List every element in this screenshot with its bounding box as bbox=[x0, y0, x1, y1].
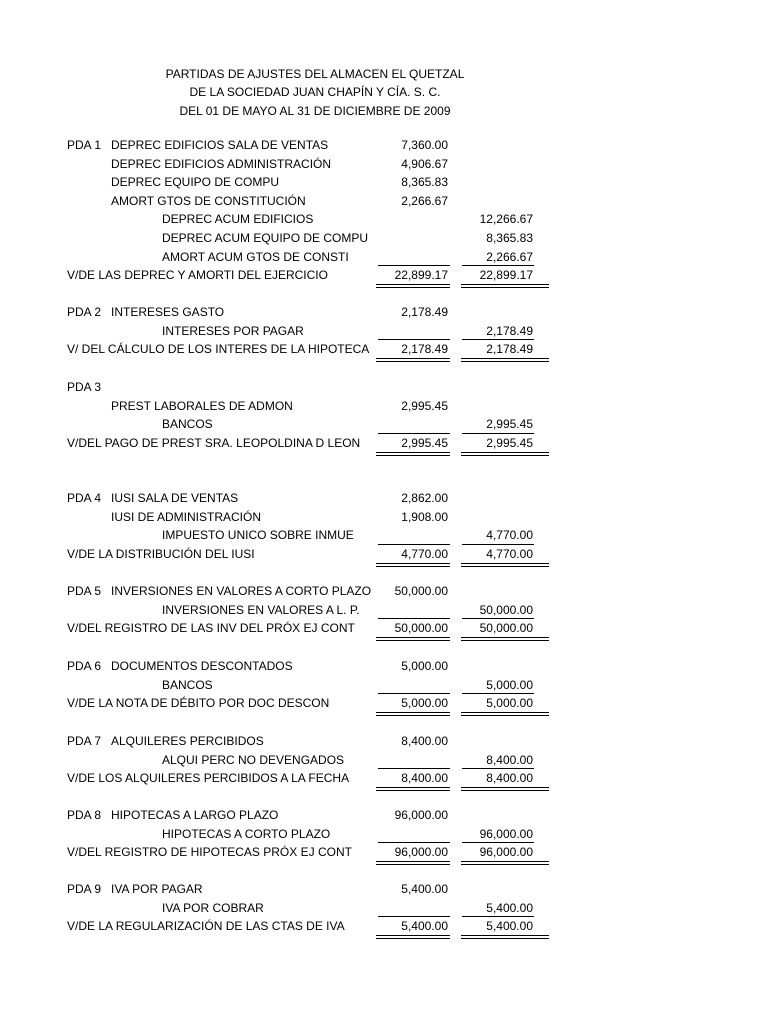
entry-number: PDA 7 bbox=[67, 734, 102, 748]
entry-description: V/DEL PAGO DE PREST SRA. LEOPOLDINA D LEON bbox=[67, 435, 361, 450]
total-debit-amount: 50,000.00 bbox=[394, 621, 448, 636]
total-top-rule bbox=[378, 618, 450, 619]
credit-account-label: DEPREC ACUM EQUIPO DE COMPU bbox=[162, 231, 369, 245]
total-double-rule bbox=[376, 563, 450, 567]
total-debit-amount: 5,400.00 bbox=[401, 919, 448, 934]
debit-amount: 50,000.00 bbox=[394, 584, 448, 598]
total-top-rule bbox=[378, 693, 450, 694]
credit-amount: 96,000.00 bbox=[479, 826, 533, 841]
header-line-3: DEL 01 DE MAYO AL 31 DE DICIEMBRE DE 2009 bbox=[179, 104, 451, 118]
credit-account-label: HIPOTECAS A CORTO PLAZO bbox=[162, 826, 331, 841]
total-double-rule bbox=[376, 358, 450, 362]
debit-account-label: IUSI SALA DE VENTAS bbox=[111, 491, 239, 505]
credit-account-label: INVERSIONES EN VALORES A L. P. bbox=[162, 602, 360, 617]
debit-amount: 2,995.45 bbox=[401, 398, 448, 413]
credit-amount: 12,266.67 bbox=[479, 212, 533, 227]
total-credit-amount: 2,178.49 bbox=[486, 342, 533, 357]
total-debit-amount: 8,400.00 bbox=[401, 771, 448, 786]
debit-account-label: IVA POR PAGAR bbox=[111, 882, 203, 896]
total-double-rule bbox=[461, 861, 549, 865]
credit-amount: 4,770.00 bbox=[486, 528, 533, 543]
total-top-rule bbox=[462, 618, 534, 619]
entry-description: V/DE LOS ALQUILERES PERCIBIDOS A LA FECHA bbox=[67, 771, 350, 786]
entry-number: PDA 3 bbox=[67, 380, 102, 394]
credit-amount: 8,400.00 bbox=[486, 752, 533, 767]
total-double-rule bbox=[376, 637, 450, 641]
entry-number: PDA 6 bbox=[67, 659, 102, 673]
total-debit-amount: 22,899.17 bbox=[394, 268, 448, 283]
total-top-rule bbox=[378, 339, 450, 340]
debit-account-label: ALQUILERES PERCIBIDOS bbox=[111, 734, 264, 748]
credit-account-label: ALQUI PERC NO DEVENGADOS bbox=[162, 752, 345, 767]
total-debit-amount: 2,995.45 bbox=[401, 435, 448, 450]
total-double-rule bbox=[461, 452, 549, 456]
credit-account-label: BANCOS bbox=[162, 677, 213, 692]
total-credit-amount: 4,770.00 bbox=[486, 546, 533, 561]
debit-amount: 8,365.83 bbox=[401, 175, 448, 190]
total-double-rule bbox=[376, 712, 450, 716]
total-debit-amount: 96,000.00 bbox=[394, 845, 448, 860]
debit-account-label: AMORT GTOS DE CONSTITUCIÓN bbox=[111, 193, 306, 208]
credit-account-label: AMORT ACUM GTOS DE CONSTI bbox=[162, 249, 349, 264]
credit-amount: 8,365.83 bbox=[486, 231, 533, 245]
total-debit-amount: 5,000.00 bbox=[401, 696, 448, 711]
debit-account-label: IUSI DE ADMINISTRACIÓN bbox=[111, 509, 262, 524]
debit-account-label: INTERESES GASTO bbox=[111, 305, 225, 319]
total-debit-amount: 4,770.00 bbox=[401, 546, 448, 561]
debit-account-label: DOCUMENTOS DESCONTADOS bbox=[111, 659, 293, 673]
entry-description: V/DEL REGISTRO DE HIPOTECAS PRÓX EJ CONT bbox=[67, 845, 352, 860]
total-double-rule bbox=[461, 787, 549, 791]
debit-account-label: DEPREC EQUIPO DE COMPU bbox=[111, 175, 280, 190]
total-double-rule bbox=[461, 563, 549, 567]
total-credit-amount: 5,000.00 bbox=[486, 696, 533, 711]
total-top-rule bbox=[378, 842, 450, 843]
credit-amount: 2,266.67 bbox=[486, 249, 533, 264]
total-credit-amount: 50,000.00 bbox=[479, 621, 533, 636]
total-double-rule bbox=[461, 358, 549, 362]
total-credit-amount: 8,400.00 bbox=[486, 771, 533, 786]
header-line-2: DE LA SOCIEDAD JUAN CHAPÍN Y CÍA. S. C. bbox=[189, 85, 441, 99]
total-double-rule bbox=[461, 935, 549, 939]
credit-account-label: BANCOS bbox=[162, 417, 213, 432]
total-top-rule bbox=[378, 265, 450, 266]
debit-amount: 5,400.00 bbox=[401, 882, 448, 896]
total-top-rule bbox=[462, 265, 534, 266]
credit-account-label: DEPREC ACUM EDIFICIOS bbox=[162, 212, 314, 227]
total-credit-amount: 22,899.17 bbox=[479, 268, 533, 283]
credit-amount: 5,000.00 bbox=[486, 677, 533, 692]
debit-amount: 1,908.00 bbox=[401, 509, 448, 524]
total-debit-amount: 2,178.49 bbox=[401, 342, 448, 357]
total-double-rule bbox=[461, 284, 549, 288]
entry-description: V/DE LA DISTRIBUCIÓN DEL IUSI bbox=[67, 546, 255, 561]
entry-number: PDA 9 bbox=[67, 882, 102, 896]
entry-number: PDA 4 bbox=[67, 491, 102, 505]
total-top-rule bbox=[378, 916, 450, 917]
debit-amount: 2,266.67 bbox=[401, 193, 448, 208]
total-credit-amount: 96,000.00 bbox=[479, 845, 533, 860]
entry-number: PDA 2 bbox=[67, 305, 102, 319]
debit-amount: 96,000.00 bbox=[394, 808, 448, 822]
total-credit-amount: 5,400.00 bbox=[486, 919, 533, 934]
debit-account-label: DEPREC EDIFICIOS SALA DE VENTAS bbox=[111, 138, 329, 152]
total-double-rule bbox=[461, 712, 549, 716]
total-top-rule bbox=[462, 339, 534, 340]
credit-amount: 2,995.45 bbox=[486, 417, 533, 432]
credit-account-label: IMPUESTO UNICO SOBRE INMUE bbox=[162, 528, 354, 543]
total-top-rule bbox=[462, 693, 534, 694]
total-top-rule bbox=[378, 433, 450, 434]
debit-amount: 4,906.67 bbox=[401, 156, 448, 171]
total-credit-amount: 2,995.45 bbox=[486, 435, 533, 450]
total-top-rule bbox=[462, 768, 534, 769]
credit-amount: 50,000.00 bbox=[479, 602, 533, 617]
total-top-rule bbox=[462, 842, 534, 843]
total-double-rule bbox=[461, 637, 549, 641]
entry-number: PDA 1 bbox=[67, 138, 102, 152]
header-line-1: PARTIDAS DE AJUSTES DEL ALMACEN EL QUETZAL bbox=[165, 67, 465, 81]
entry-number: PDA 8 bbox=[67, 808, 102, 822]
entry-number: PDA 5 bbox=[67, 584, 102, 598]
entry-description: V/DE LA REGULARIZACIÓN DE LAS CTAS DE IVA bbox=[67, 919, 345, 934]
debit-account-label: DEPREC EDIFICIOS ADMINISTRACIÓN bbox=[111, 156, 332, 171]
credit-amount: 2,178.49 bbox=[486, 323, 533, 338]
debit-amount: 2,862.00 bbox=[401, 491, 448, 505]
total-top-rule bbox=[378, 544, 450, 545]
total-double-rule bbox=[376, 861, 450, 865]
credit-account-label: INTERESES POR PAGAR bbox=[162, 323, 304, 338]
total-top-rule bbox=[462, 433, 534, 434]
credit-amount: 5,400.00 bbox=[486, 900, 533, 915]
total-double-rule bbox=[376, 787, 450, 791]
debit-account-label: PREST LABORALES DE ADMON bbox=[111, 398, 293, 413]
entry-description: V/ DEL CÁLCULO DE LOS INTERES DE LA HIPOTECA bbox=[67, 342, 370, 357]
total-double-rule bbox=[376, 452, 450, 456]
debit-amount: 2,178.49 bbox=[401, 305, 448, 319]
credit-account-label: IVA POR COBRAR bbox=[162, 900, 264, 915]
debit-amount: 5,000.00 bbox=[401, 659, 448, 673]
debit-amount: 7,360.00 bbox=[401, 138, 448, 152]
debit-account-label: HIPOTECAS A LARGO PLAZO bbox=[111, 808, 279, 822]
entry-description: V/DE LA NOTA DE DÉBITO POR DOC DESCON bbox=[67, 696, 330, 711]
entry-description: V/DE LAS DEPREC Y AMORTI DEL EJERCICIO bbox=[67, 268, 328, 283]
debit-account-label: INVERSIONES EN VALORES A CORTO PLAZO bbox=[111, 584, 372, 598]
total-double-rule bbox=[376, 284, 450, 288]
total-top-rule bbox=[378, 768, 450, 769]
debit-amount: 8,400.00 bbox=[401, 734, 448, 748]
entry-description: V/DEL REGISTRO DE LAS INV DEL PRÓX EJ CONT bbox=[67, 621, 355, 636]
total-top-rule bbox=[462, 916, 534, 917]
total-double-rule bbox=[376, 935, 450, 939]
total-top-rule bbox=[462, 544, 534, 545]
